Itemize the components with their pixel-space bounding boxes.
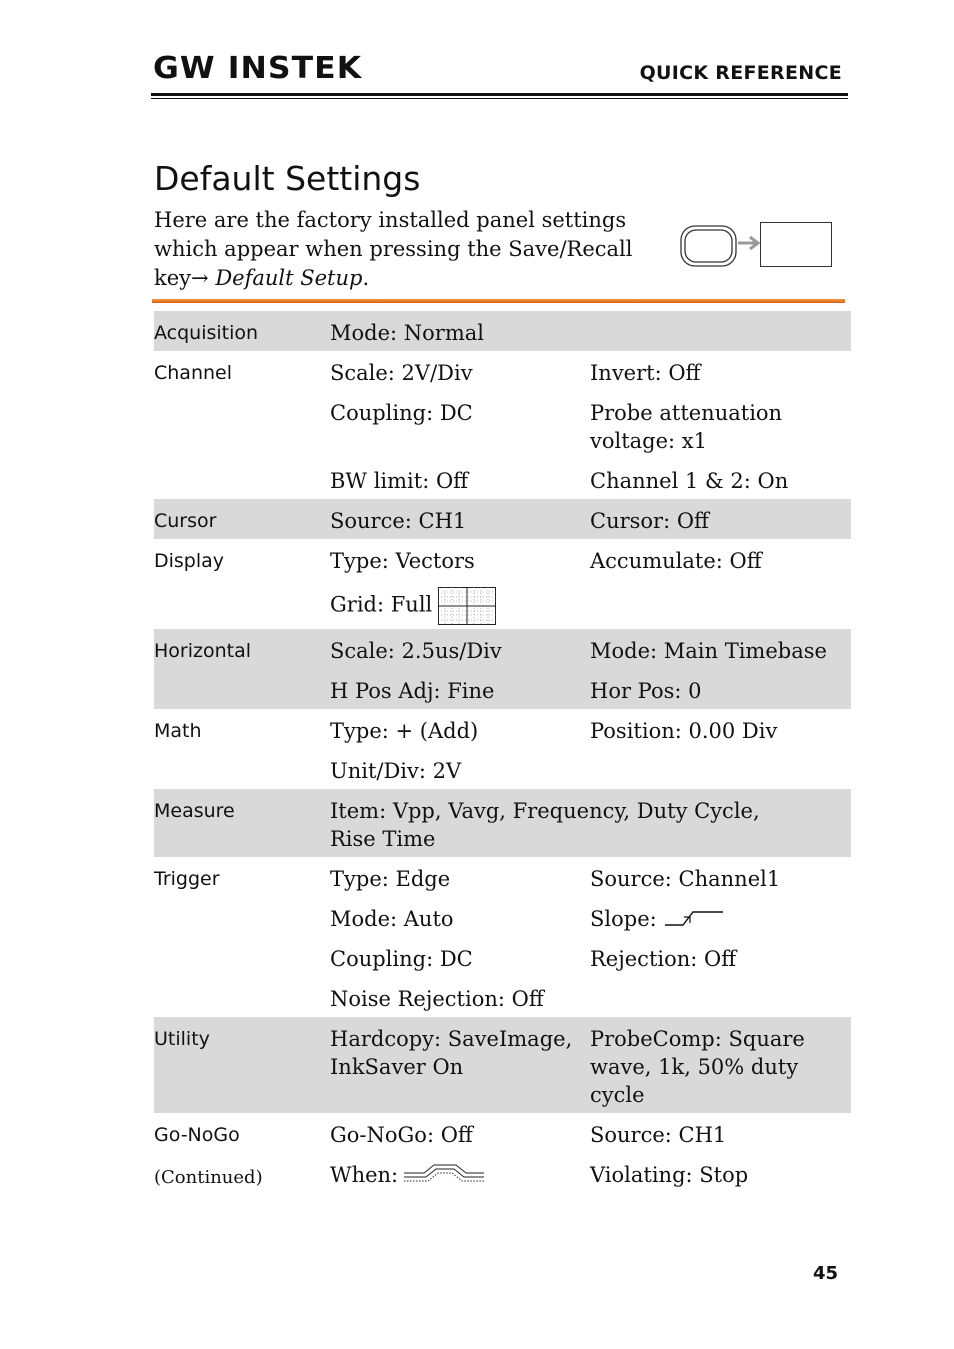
default-settings-table <box>154 311 851 1193</box>
grid-label: Grid: Full <box>330 592 433 617</box>
table-row <box>154 857 851 897</box>
table-row <box>154 749 851 789</box>
row-label: Trigger <box>154 868 220 890</box>
when-label: When: <box>330 1163 399 1187</box>
setting-value: Source: CH1 <box>590 1123 727 1147</box>
setting-value: Item: Vpp, Vavg, Frequency, Duty Cycle, Rise Time <box>330 789 851 857</box>
row-label: Measure <box>154 789 330 857</box>
header-rule <box>151 93 848 96</box>
table-row <box>154 977 851 1017</box>
setting-value: Source: CH1 <box>330 499 590 539</box>
intro-italic: Default Setup <box>215 266 363 290</box>
table-row <box>154 579 851 629</box>
save-recall-key-icon <box>680 220 835 270</box>
setting-value: Go-NoGo: Off <box>330 1123 473 1147</box>
setting-value: Type: Vectors <box>330 549 475 573</box>
page-title: Default Settings <box>154 159 421 199</box>
table-row <box>154 669 851 709</box>
setting-value: Mode: Main Timebase <box>590 629 851 669</box>
gw-instek-logo: GW INSTEK <box>153 51 363 86</box>
intro-paragraph <box>154 206 669 293</box>
table-row <box>154 1017 851 1113</box>
table-row <box>154 709 851 749</box>
row-label: Acquisition <box>154 311 330 351</box>
setting-value <box>330 1153 590 1193</box>
page-number: 45 <box>813 1263 839 1284</box>
table-row <box>154 1113 851 1153</box>
table-row <box>154 351 851 391</box>
setting-value: Mode: Normal <box>330 311 851 351</box>
table-row <box>154 539 851 579</box>
setting-value: Invert: Off <box>590 361 701 385</box>
table-row <box>154 789 851 857</box>
table-row <box>154 897 851 937</box>
setting-value: Coupling: DC <box>330 401 473 425</box>
row-label: Display <box>154 550 225 572</box>
setting-value: Probe attenuation voltage: x1 <box>590 401 783 453</box>
table-row <box>154 459 851 499</box>
grid-full-icon <box>438 587 496 625</box>
table-row <box>154 937 851 977</box>
rising-slope-icon <box>663 909 725 929</box>
setting-value: BW limit: Off <box>330 469 469 493</box>
table-row <box>154 391 851 459</box>
row-label: Cursor <box>154 499 330 539</box>
table-row <box>154 499 851 539</box>
setting-value: Hardcopy: SaveImage, InkSaver On <box>330 1017 590 1113</box>
setting-value: Hor Pos: 0 <box>590 669 851 709</box>
setting-value <box>590 897 851 937</box>
setting-value: Position: 0.00 Div <box>590 719 778 743</box>
row-label: Utility <box>154 1017 330 1113</box>
setting-value <box>330 579 590 629</box>
setting-value: Type: Edge <box>330 867 451 891</box>
row-label: Horizontal <box>154 629 330 669</box>
header-rule-thin <box>151 98 848 99</box>
continued-note: (Continued) <box>154 1167 263 1188</box>
setting-value: Unit/Div: 2V <box>330 759 462 783</box>
table-row <box>154 311 851 351</box>
section-label: QUICK REFERENCE <box>639 62 842 84</box>
setting-value: Accumulate: Off <box>590 549 762 573</box>
row-label: Channel <box>154 362 233 384</box>
setting-value: Noise Rejection: Off <box>330 987 544 1011</box>
orange-divider <box>152 299 845 303</box>
setting-value: Mode: Auto <box>330 907 454 931</box>
setting-value: H Pos Adj: Fine <box>330 669 590 709</box>
setting-value: ProbeComp: Square wave, 1k, 50% duty cycle <box>590 1017 851 1113</box>
setting-value: Source: Channel1 <box>590 867 781 891</box>
setting-value: Coupling: DC <box>330 947 473 971</box>
intro-end: . <box>362 266 370 290</box>
row-label: Go-NoGo <box>154 1124 240 1146</box>
setting-value: Scale: 2V/Div <box>330 361 473 385</box>
setting-value: Scale: 2.5us/Div <box>330 629 590 669</box>
intro-text: Here are the factory installed panel settings which appear when pressing the Save/Recall key→ <box>154 208 633 290</box>
row-label: Math <box>154 720 202 742</box>
setting-value: Channel 1 & 2: On <box>590 469 789 493</box>
go-nogo-when-icon <box>404 1163 486 1185</box>
table-row <box>154 629 851 669</box>
setting-value: Rejection: Off <box>590 947 737 971</box>
setting-value: Cursor: Off <box>590 499 851 539</box>
slope-label: Slope: <box>590 907 657 931</box>
setting-value: Violating: Stop <box>590 1163 749 1187</box>
setting-value: Type: + (Add) <box>330 719 479 743</box>
